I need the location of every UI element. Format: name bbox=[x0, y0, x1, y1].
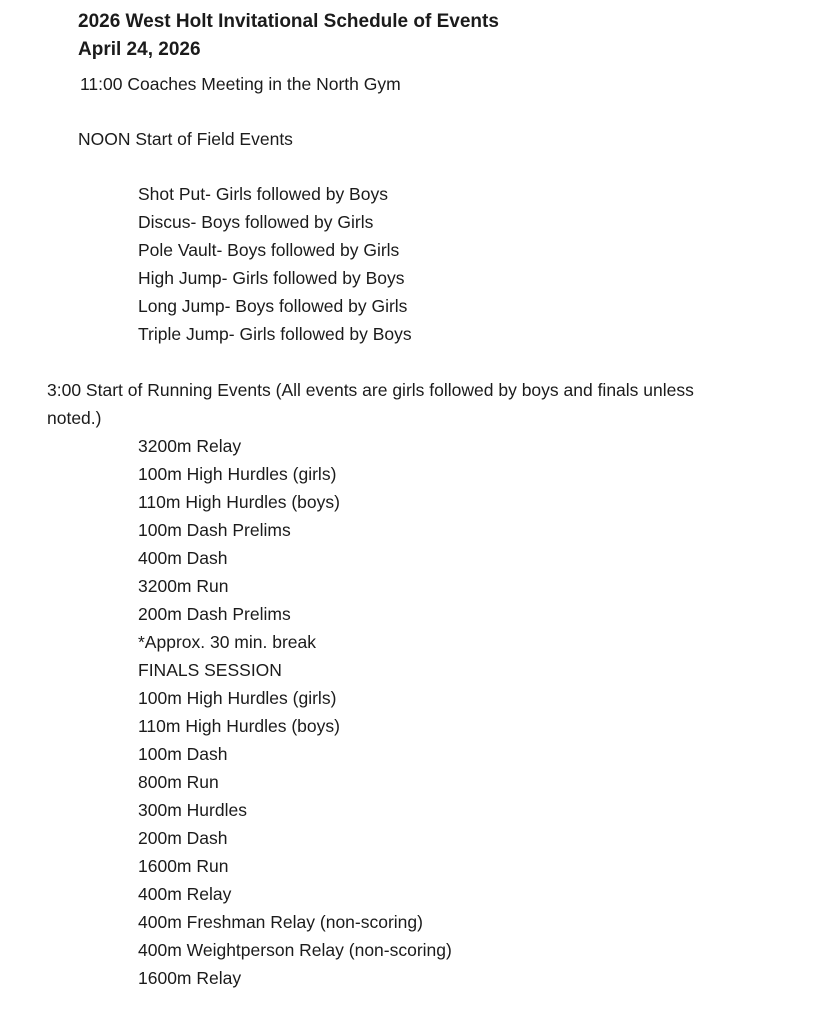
running-event-item: 1600m Run bbox=[138, 856, 229, 876]
document-title: 2026 West Holt Invitational Schedule of Events bbox=[78, 11, 499, 32]
running-event-item: 400m Relay bbox=[138, 884, 232, 904]
running-event-item: 110m High Hurdles (boys) bbox=[138, 492, 340, 512]
running-event-item: 110m High Hurdles (boys) bbox=[138, 716, 340, 736]
running-event-item: 3200m Relay bbox=[138, 436, 242, 456]
running-event-item: 100m Dash Prelims bbox=[138, 520, 291, 540]
field-event-item: High Jump- Girls followed by Boys bbox=[138, 268, 405, 288]
running-event-item: 100m Dash bbox=[138, 744, 228, 764]
running-events-list bbox=[138, 432, 836, 992]
field-event-item: Long Jump- Boys followed by Girls bbox=[138, 296, 408, 316]
running-event-item: 400m Dash bbox=[138, 548, 228, 568]
field-event-item: Shot Put- Girls followed by Boys bbox=[138, 184, 388, 204]
running-events-heading-line1: 3:00 Start of Running Events (All events are girls followed by boys and finals unless bbox=[47, 380, 694, 400]
running-event-item: 200m Dash bbox=[138, 828, 228, 848]
running-event-item: *Approx. 30 min. break bbox=[138, 632, 317, 652]
running-event-item: 3200m Run bbox=[138, 576, 229, 596]
running-event-item: FINALS SESSION bbox=[138, 660, 282, 680]
running-events-heading-line2: noted.) bbox=[47, 408, 102, 428]
field-events-list bbox=[138, 180, 836, 348]
running-event-item: 300m Hurdles bbox=[138, 800, 247, 820]
running-event-item: 1600m Relay bbox=[138, 968, 242, 988]
running-event-item: 200m Dash Prelims bbox=[138, 604, 291, 624]
field-event-item: Pole Vault- Boys followed by Girls bbox=[138, 240, 400, 260]
running-events-heading bbox=[47, 376, 836, 432]
running-event-item: 800m Run bbox=[138, 772, 219, 792]
field-event-item: Discus- Boys followed by Girls bbox=[138, 212, 374, 232]
running-event-item: 400m Weightperson Relay (non-scoring) bbox=[138, 940, 452, 960]
running-event-item: 100m High Hurdles (girls) bbox=[138, 464, 337, 484]
running-event-item: 100m High Hurdles (girls) bbox=[138, 688, 337, 708]
document-date: April 24, 2026 bbox=[78, 39, 201, 60]
coaches-meeting-line: 11:00 Coaches Meeting in the North Gym bbox=[80, 74, 401, 94]
running-event-item: 400m Freshman Relay (non-scoring) bbox=[138, 912, 423, 932]
field-events-heading: NOON Start of Field Events bbox=[78, 129, 293, 149]
field-event-item: Triple Jump- Girls followed by Boys bbox=[138, 324, 412, 344]
